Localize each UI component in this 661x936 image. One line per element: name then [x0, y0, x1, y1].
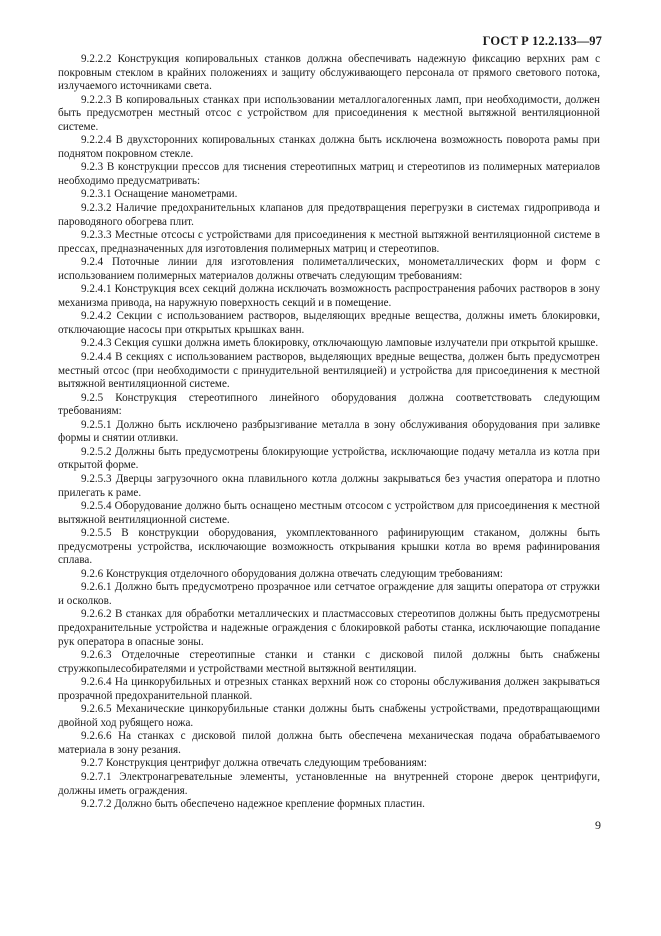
- paragraph-9-2-6-6: 9.2.6.6 На станках с дисковой пилой должна быть обеспечена механическая подача обрабатываемого материала в зону резания.: [58, 730, 600, 756]
- paragraph-9-2-6-2: 9.2.6.2 В станках для обработки металлических и пластмассовых стереотипов должны быть предусмотрены предохранительные устройства и надежные ограждения с блокировкой работы станка, исключающие попадание рук оператора в опасные зоны.: [58, 608, 600, 648]
- paragraph-9-2-3-2: 9.2.3.2 Наличие предохранительных клапанов для предотвращения перегрузки в системах гидропривода и пароводяного обогрева плит.: [58, 202, 600, 228]
- paragraph-9-2-5-1: 9.2.5.1 Должно быть исключено разбрызгивание металла в зону обслуживания оборудования при заливке формы и снятии отливки.: [58, 418, 600, 445]
- paragraph-9-2-5: 9.2.5 Конструкция стереотипного линейного оборудования должна соответствовать следующим требованиям:: [58, 391, 600, 418]
- document-body: [58, 53, 600, 812]
- paragraph-9-2-2-2: 9.2.2.2 Конструкция копировальных станков должна обеспечивать надежную фиксацию верхних рам с покровным стеклом в крайних положениях и защиту обслуживающего персонала от прямого светового потока, излучаемого источниками света.: [58, 53, 600, 93]
- paragraph-9-2-7-1: 9.2.7.1 Электронагревательные элементы, установленные на внутренней стороне дверок центрифуги, должны иметь ограждения.: [58, 770, 600, 797]
- paragraph-9-2-6: 9.2.6 Конструкция отделочного оборудования должна отвечать следующим требованиям:: [81, 567, 503, 580]
- paragraph-9-2-3-3: 9.2.3.3 Местные отсосы с устройствами для присоединения к местной вытяжной вентиляционной системе в прессах, предназначенных для изготовления полимерных матриц и стереотипов.: [58, 229, 600, 255]
- paragraph-9-2-6-1: 9.2.6.1 Должно быть предусмотрено прозрачное или сетчатое ограждение для защиты оператора от стружки и осколков.: [58, 581, 600, 607]
- paragraph-9-2-7: 9.2.7 Конструкция центрифуг должна отвечать следующим требованиям:: [81, 757, 427, 770]
- paragraph-9-2-2-3: 9.2.2.3 В копировальных станках при использовании металлогалогенных ламп, при необходимости, должен быть предусмотрен местный отсос с устройством для присоединения к местной вытяжной вентиляционной системе.: [58, 93, 600, 133]
- paragraph-9-2-4: 9.2.4 Поточные линии для изготовления полиметаллических, монометаллических форм и форм с использованием полимерных материалов должны отвечать следующим требованиям:: [58, 256, 600, 282]
- paragraph-9-2-4-1: 9.2.4.1 Конструкция всех секций должна исключать возможность распространения рабочих растворов в зону механизма привода, на наружную поверхность секций и в помещение.: [58, 283, 600, 309]
- paragraph-9-2-6-4: 9.2.6.4 На цинкорубильных и отрезных станках верхний нож со стороны обслуживания должен закрываться прозрачной предохранительной планкой.: [58, 676, 600, 702]
- standard-header: ГОСТ Р 12.2.133—97: [482, 34, 602, 48]
- paragraph-9-2-7-2: 9.2.7.2 Должно быть обеспечено надежное крепление формных пластин.: [81, 798, 425, 811]
- page-number: 9: [595, 818, 601, 832]
- paragraph-9-2-6-3: 9.2.6.3 Отделочные стереотипные станки и станки с дисковой пилой должны быть снабжены стружкопылесобирателями и устройствами местной вытяжной вентиляции.: [58, 649, 600, 675]
- paragraph-9-2-4-2: 9.2.4.2 Секции с использованием растворов, выделяющих вредные вещества, должны иметь блокировки, отключающие насосы при открытых крышках ванн.: [58, 310, 600, 336]
- paragraph-9-2-3: 9.2.3 В конструкции прессов для тиснения стереотипных матриц и стереотипов из полимерных материалов необходимо предусматривать:: [58, 161, 600, 187]
- paragraph-9-2-6-5: 9.2.6.5 Механические цинкорубильные станки должны быть снабжены устройствами, предотвращающими двойной ход рубящего ножа.: [58, 703, 600, 729]
- paragraph-9-2-4-4: 9.2.4.4 В секциях с использованием растворов, выделяющих вредные вещества, должен быть предусмотрен местный отсос (при необходимости с принудительной вентиляцией) и устройства для присоединения к местной вытяжной вентиляционной системе.: [58, 351, 600, 391]
- paragraph-9-2-3-1: 9.2.3.1 Оснащение манометрами.: [81, 188, 238, 201]
- paragraph-9-2-5-5: 9.2.5.5 В конструкции оборудования, укомплектованного рафинирующим стаканом, должны быть предусмотрены устройства, исключающие возможность открывания крышки котла во время рафинирования сплава.: [58, 527, 600, 567]
- paragraph-9-2-5-2: 9.2.5.2 Должны быть предусмотрены блокирующие устройства, исключающие подачу металла из котла при открытой форме.: [58, 445, 600, 472]
- paragraph-9-2-5-4: 9.2.5.4 Оборудование должно быть оснащено местным отсосом с устройством для присоединения к местной вытяжной вентиляционной системе.: [58, 500, 600, 526]
- paragraph-9-2-2-4: 9.2.2.4 В двухсторонних копировальных станках должна быть исключена возможность поворота рамы при поднятом покровном стекле.: [58, 134, 600, 160]
- paragraph-9-2-5-3: 9.2.5.3 Дверцы загрузочного окна плавильного котла должны закрываться без участия оператора и плотно прилегать к раме.: [58, 472, 600, 499]
- paragraph-9-2-4-3: 9.2.4.3 Секция сушки должна иметь блокировку, отключающую ламповые излучатели при открытой крышке.: [81, 337, 599, 350]
